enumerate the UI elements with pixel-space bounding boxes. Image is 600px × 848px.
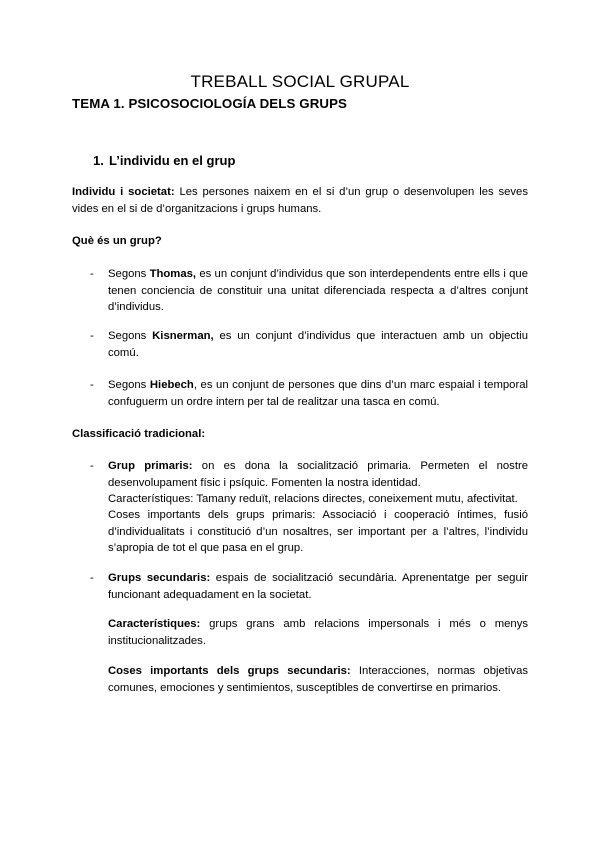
primaris-caracteristiques: Característiques: Tamany reduït, relacions directes, coneixement mutu, afectivitat. — [108, 493, 518, 505]
individu-text: Les persones naixem en el si d’un grup o desenvolupen les seves vides en el si de d’organitzacions i grups humans. — [72, 186, 528, 215]
author-thomas: Thomas, — [149, 268, 197, 280]
list-bullet: - — [90, 268, 94, 280]
primaris-label: Grup primaris: — [108, 460, 193, 472]
primaris-text: on es dona la socialització primaria. Permeten el nostre desenvolupament físic i psíquic. Fomenten la nostra identidad. — [108, 460, 529, 489]
item-text: , es un conjunt de persones que dins d’un marc espaial i temporal confuguerm un ordre intern per tal de realitzar una tasca en comú. — [108, 379, 528, 408]
individu-label: Individu i societat: — [72, 186, 175, 198]
list-item-hiebech — [108, 377, 528, 410]
section-heading — [93, 153, 235, 168]
secundaris-coses — [108, 663, 528, 696]
item-prefix: Segons — [108, 268, 150, 280]
section-number: 1. — [93, 153, 104, 168]
list-bullet: - — [90, 460, 94, 472]
secundaris-definition — [108, 570, 528, 603]
list-bullet: - — [90, 379, 94, 391]
secundaris-car-text: grups grans amb relacions impersonals i més o menys institucionalitzades. — [108, 618, 528, 647]
secundaris-text: espais de socialització secundària. Aprenentatge per seguir funcionant adequadament en la societat. — [108, 572, 528, 601]
list-item-kisnerman — [108, 328, 528, 361]
document-subtitle: TEMA 1. PSICOSOCIOLOGÍA DELS GRUPS — [72, 96, 348, 111]
secundaris-caracteristiques — [108, 616, 528, 649]
author-kisnerman: Kisnerman, — [152, 330, 214, 342]
list-item-thomas — [108, 266, 528, 316]
secundaris-coses-text: Interacciones, normas objetivas comunes, emociones y sentimientos, susceptibles de convertirse en primarios. — [108, 665, 528, 694]
document-title: TREBALL SOCIAL GRUPAL — [190, 72, 410, 91]
classificacio-heading: Classificació tradicional: — [72, 428, 206, 440]
item-prefix: Segons — [108, 330, 153, 342]
secundaris-car-label: Característiques: — [108, 618, 201, 630]
secundaris-coses-label: Coses importants dels grups secundaris: — [108, 665, 351, 677]
primaris-coses: Coses importants dels grups primaris: Associació i cooperació íntimes, fusió d’individualitats i constitució d’un nosaltres, ser important per a l’altres, l’individu s’apropia de tot el que pasa en el grup. — [108, 509, 528, 554]
primaris-definition — [108, 458, 528, 491]
item-text: es un conjunt d’individus que interactuen amb un objectiu comú. — [108, 330, 528, 359]
list-bullet: - — [90, 330, 94, 342]
list-bullet: - — [90, 572, 94, 584]
individu-paragraph — [72, 184, 528, 217]
que-es-heading: Què és un grup? — [72, 235, 162, 247]
section-title: L’individu en el grup — [109, 153, 236, 168]
item-text: es un conjunt d’individus que son interdependents entre ells i que tenen conciencia de constituir una unitat diferenciada respecta a d’altres conjunt d’individus. — [108, 268, 528, 313]
author-hiebech: Hiebech — [149, 379, 194, 391]
secundaris-label: Grups secundaris: — [108, 572, 211, 584]
item-prefix: Segons — [108, 379, 150, 391]
